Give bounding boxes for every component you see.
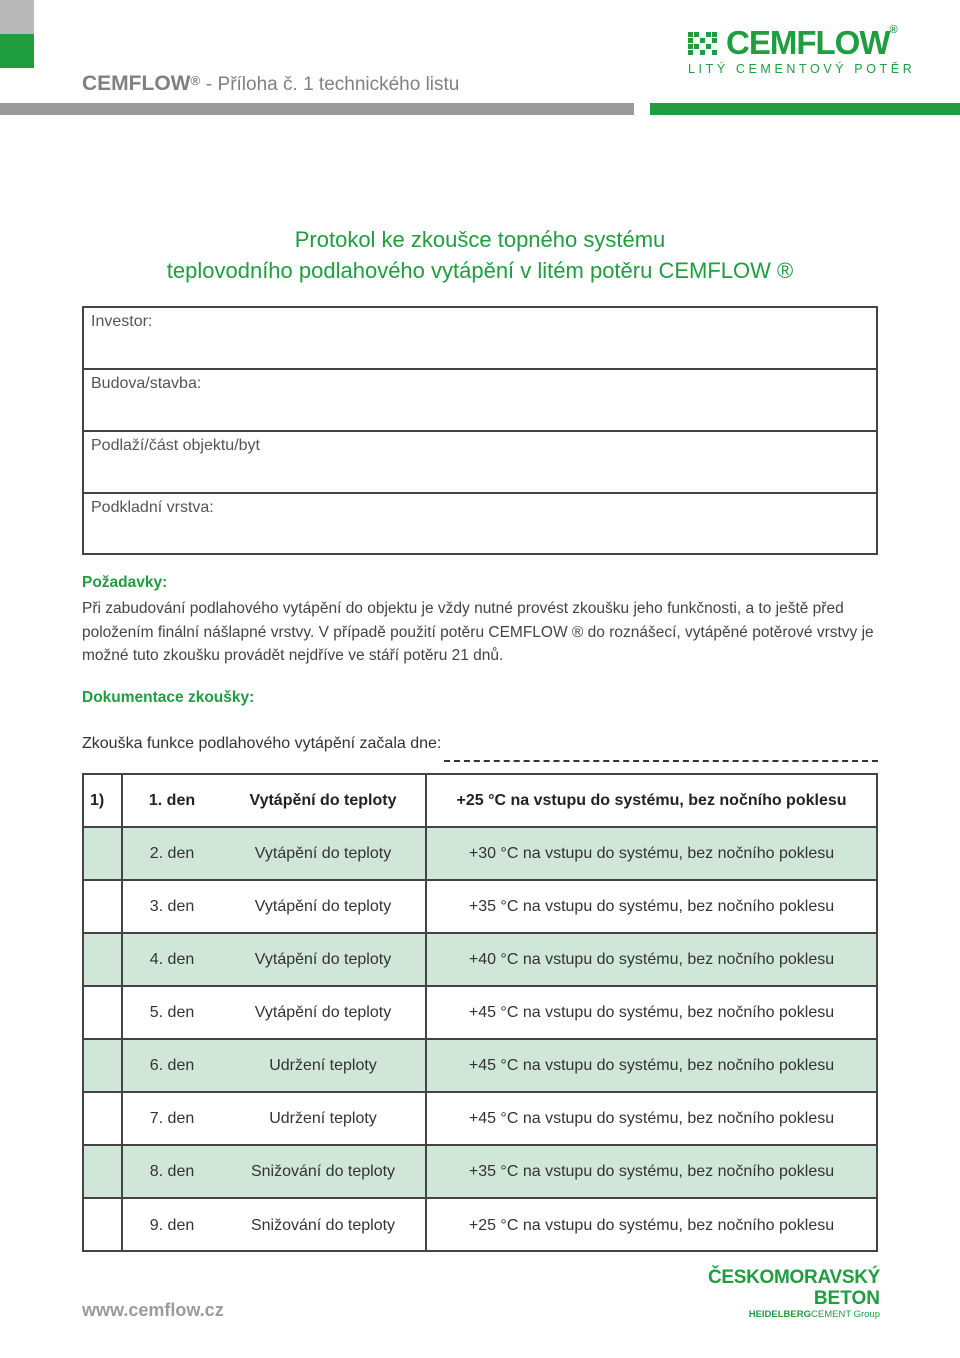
footer-url[interactable]: www.cemflow.cz — [82, 1300, 224, 1320]
info-label: Investor: — [91, 313, 153, 330]
condition-cell: +25 °C na vstupu do systému, bez nočního poklesu — [468, 1216, 835, 1234]
decor-square-green — [0, 34, 34, 68]
action-cell: Udržení teploty — [221, 1040, 427, 1091]
document-title-line2: teplovodního podlahového vytápění v litém potěru CEMFLOW ® — [166, 258, 794, 283]
logo-reg-mark: ® — [889, 24, 897, 36]
condition-cell: +40 °C na vstupu do systému, bez nočního poklesu — [468, 950, 835, 968]
start-date-label: Zkouška funkce podlahového vytápění začala dne: — [82, 735, 442, 752]
schedule-table — [82, 773, 878, 1252]
day-cell: 9. den — [149, 1216, 195, 1234]
group-name-rest: CEMENT Group — [811, 1309, 880, 1320]
header-bar-green — [650, 103, 960, 115]
action-cell: Vytápění do teploty — [221, 987, 427, 1038]
info-label: Podlaží/část objektu/byt — [91, 437, 260, 454]
table-row — [84, 1199, 876, 1252]
header-brand: CEMFLOW — [82, 72, 191, 95]
row-number-cell[interactable] — [84, 987, 123, 1038]
table-row — [84, 987, 876, 1040]
info-row-floor[interactable] — [84, 432, 876, 494]
header-subtitle: - Příloha č. 1 technického listu — [205, 74, 460, 95]
header-reg-mark: ® — [190, 73, 201, 88]
day-cell: 2. den — [149, 844, 195, 862]
info-label: Budova/stavba: — [91, 375, 202, 392]
day-cell: 7. den — [149, 1109, 195, 1127]
day-cell: 1. den — [148, 791, 196, 809]
action-cell: Snižování do teploty — [221, 1199, 427, 1252]
action-cell: Snižování do teploty — [221, 1146, 427, 1197]
row-number-cell[interactable] — [84, 881, 123, 932]
table-row — [84, 881, 876, 934]
group-name-bold: HEIDELBERG — [748, 1309, 812, 1320]
company-name-line2: BETON — [813, 1288, 880, 1309]
action-cell: Vytápění do teploty — [221, 775, 427, 826]
action-cell: Vytápění do teploty — [221, 828, 427, 879]
requirements-text: Při zabudování podlahového vytápění do objektu je vždy nutné provést zkoušku jeho funkčnosti, a to ještě před položením finální nášlapné vrstvy. V případě použití potěru CEMFLOW ® do roznášecí, vytápěné potěrové vrstvy je možné tuto zkoušku provádět nejdříve ve stáří potěru 21 dnů. — [82, 600, 874, 664]
cemflow-logo — [688, 24, 916, 86]
row-number-cell[interactable] — [84, 1199, 123, 1252]
table-row — [84, 1146, 876, 1199]
table-row — [84, 828, 876, 881]
info-row-investor[interactable] — [84, 308, 876, 370]
condition-cell: +45 °C na vstupu do systému, bez nočního poklesu — [468, 1056, 835, 1074]
condition-cell: +25 °C na vstupu do systému, bez nočního poklesu — [456, 791, 847, 809]
condition-cell: +30 °C na vstupu do systému, bez nočního poklesu — [468, 844, 835, 862]
table-row — [84, 934, 876, 987]
company-name-line1: ČESKOMORAVSKÝ — [707, 1267, 880, 1288]
action-cell: Udržení teploty — [221, 1093, 427, 1144]
document-title-line1: Protokol ke zkoušce topného systému — [294, 227, 666, 252]
condition-cell: +45 °C na vstupu do systému, bez nočního poklesu — [468, 1109, 835, 1127]
condition-cell: +35 °C na vstupu do systému, bez nočního poklesu — [468, 897, 835, 915]
info-row-base-layer[interactable] — [84, 494, 876, 556]
header-bar-gray — [0, 103, 634, 115]
condition-cell: +45 °C na vstupu do systému, bez nočního poklesu — [468, 1003, 835, 1021]
start-date-field[interactable] — [444, 760, 878, 762]
action-cell: Vytápění do teploty — [221, 934, 427, 985]
info-table — [82, 306, 878, 555]
info-label: Podkladní vrstva: — [91, 499, 214, 516]
logo-tagline: LITÝ CEMENTOVÝ POTĚR — [688, 62, 916, 76]
table-row — [84, 1093, 876, 1146]
day-cell: 6. den — [149, 1056, 195, 1074]
row-number-cell[interactable]: 1) — [84, 775, 123, 826]
table-row — [84, 775, 876, 828]
day-cell: 4. den — [149, 950, 195, 968]
requirements-label: Požadavky: — [82, 574, 168, 591]
row-number-cell[interactable] — [84, 1093, 123, 1144]
logo-grid-icon — [688, 32, 718, 56]
row-number-cell[interactable] — [84, 828, 123, 879]
page-header — [82, 72, 459, 96]
row-number-cell[interactable] — [84, 1040, 123, 1091]
ceskomoravsky-beton-logo — [700, 1267, 880, 1321]
logo-wordmark-text: CEMFLOW — [726, 24, 890, 61]
info-row-building[interactable] — [84, 370, 876, 432]
logo-wordmark — [726, 24, 897, 62]
day-cell: 3. den — [149, 897, 195, 915]
condition-cell: +35 °C na vstupu do systému, bez nočního poklesu — [468, 1162, 835, 1180]
row-number-cell[interactable] — [84, 1146, 123, 1197]
documentation-label: Dokumentace zkoušky: — [82, 689, 255, 706]
day-cell: 8. den — [149, 1162, 195, 1180]
table-row — [84, 1040, 876, 1093]
day-cell: 5. den — [149, 1003, 195, 1021]
decor-square-gray — [0, 0, 34, 34]
action-cell: Vytápění do teploty — [221, 881, 427, 932]
row-number-cell[interactable] — [84, 934, 123, 985]
group-name — [700, 1309, 880, 1321]
